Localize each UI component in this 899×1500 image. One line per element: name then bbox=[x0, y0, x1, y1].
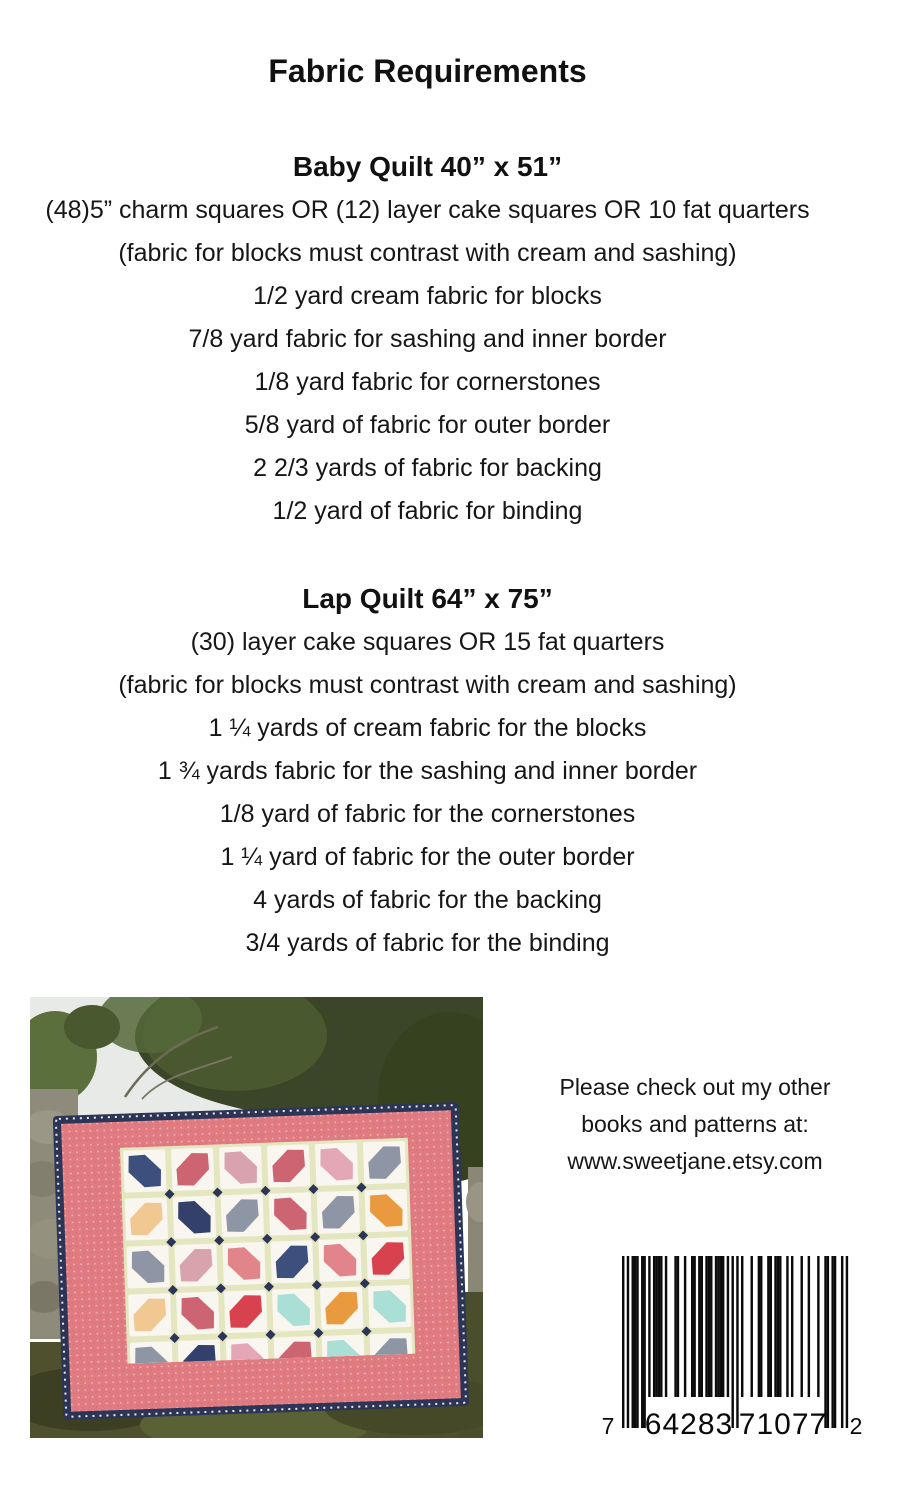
baby-quilt-line-7: 2 2/3 yards of fabric for backing bbox=[253, 454, 602, 482]
lap-quilt-line-8: 3/4 yards of fabric for the binding bbox=[245, 929, 610, 957]
baby-quilt-line-3: 1/2 yard cream fabric for blocks bbox=[253, 282, 602, 310]
etsy-url: www.sweetjane.etsy.com bbox=[567, 1148, 823, 1174]
quilt-photo bbox=[30, 997, 483, 1438]
note-block bbox=[552, 1069, 838, 1180]
barcode-digits-left: 64283 bbox=[644, 1408, 734, 1441]
lap-quilt-line-6: 1 ¼ yard of fabric for the outer border bbox=[220, 843, 635, 871]
lap-quilt-line-5: 1/8 yard of fabric for the cornerstones bbox=[219, 800, 636, 828]
baby-quilt-line-6: 5/8 yard of fabric for outer border bbox=[244, 411, 611, 439]
lap-quilt-line-7: 4 yards of fabric for the backing bbox=[253, 886, 602, 914]
baby-quilt-line-5: 1/8 yard fabric for cornerstones bbox=[254, 368, 601, 396]
section-heading-baby-quilt: Baby Quilt 40” x 51” bbox=[292, 151, 563, 182]
page-title: Fabric Requirements bbox=[268, 53, 587, 89]
note-line-1: Please check out my other bbox=[559, 1074, 831, 1100]
lap-quilt-line-4: 1 ¾ yards fabric for the sashing and inner border bbox=[157, 757, 698, 785]
baby-quilt-line-2: (fabric for blocks must contrast with cream and sashing) bbox=[118, 239, 737, 267]
quilt bbox=[53, 1102, 469, 1420]
barcode-digit-prefix: 7 bbox=[601, 1413, 615, 1439]
barcode bbox=[598, 1252, 866, 1444]
barcode-digits-right: 71077 bbox=[738, 1408, 828, 1441]
baby-quilt-line-4: 7/8 yard fabric for sashing and inner border bbox=[188, 325, 667, 353]
lap-quilt-line-3: 1 ¼ yards of cream fabric for the blocks bbox=[208, 714, 647, 742]
note-line-2: books and patterns at: bbox=[581, 1111, 809, 1137]
baby-quilt-line-1: (48)5” charm squares OR (12) layer cake squares OR 10 fat quarters bbox=[45, 196, 810, 224]
section-heading-lap-quilt: Lap Quilt 64” x 75” bbox=[302, 583, 553, 614]
lap-quilt-line-2: (fabric for blocks must contrast with cream and sashing) bbox=[118, 671, 737, 699]
barcode-digit-check: 2 bbox=[849, 1413, 863, 1439]
lap-quilt-line-1: (30) layer cake squares OR 15 fat quarters bbox=[190, 628, 665, 656]
baby-quilt-line-8: 1/2 yard of fabric for binding bbox=[272, 497, 583, 525]
